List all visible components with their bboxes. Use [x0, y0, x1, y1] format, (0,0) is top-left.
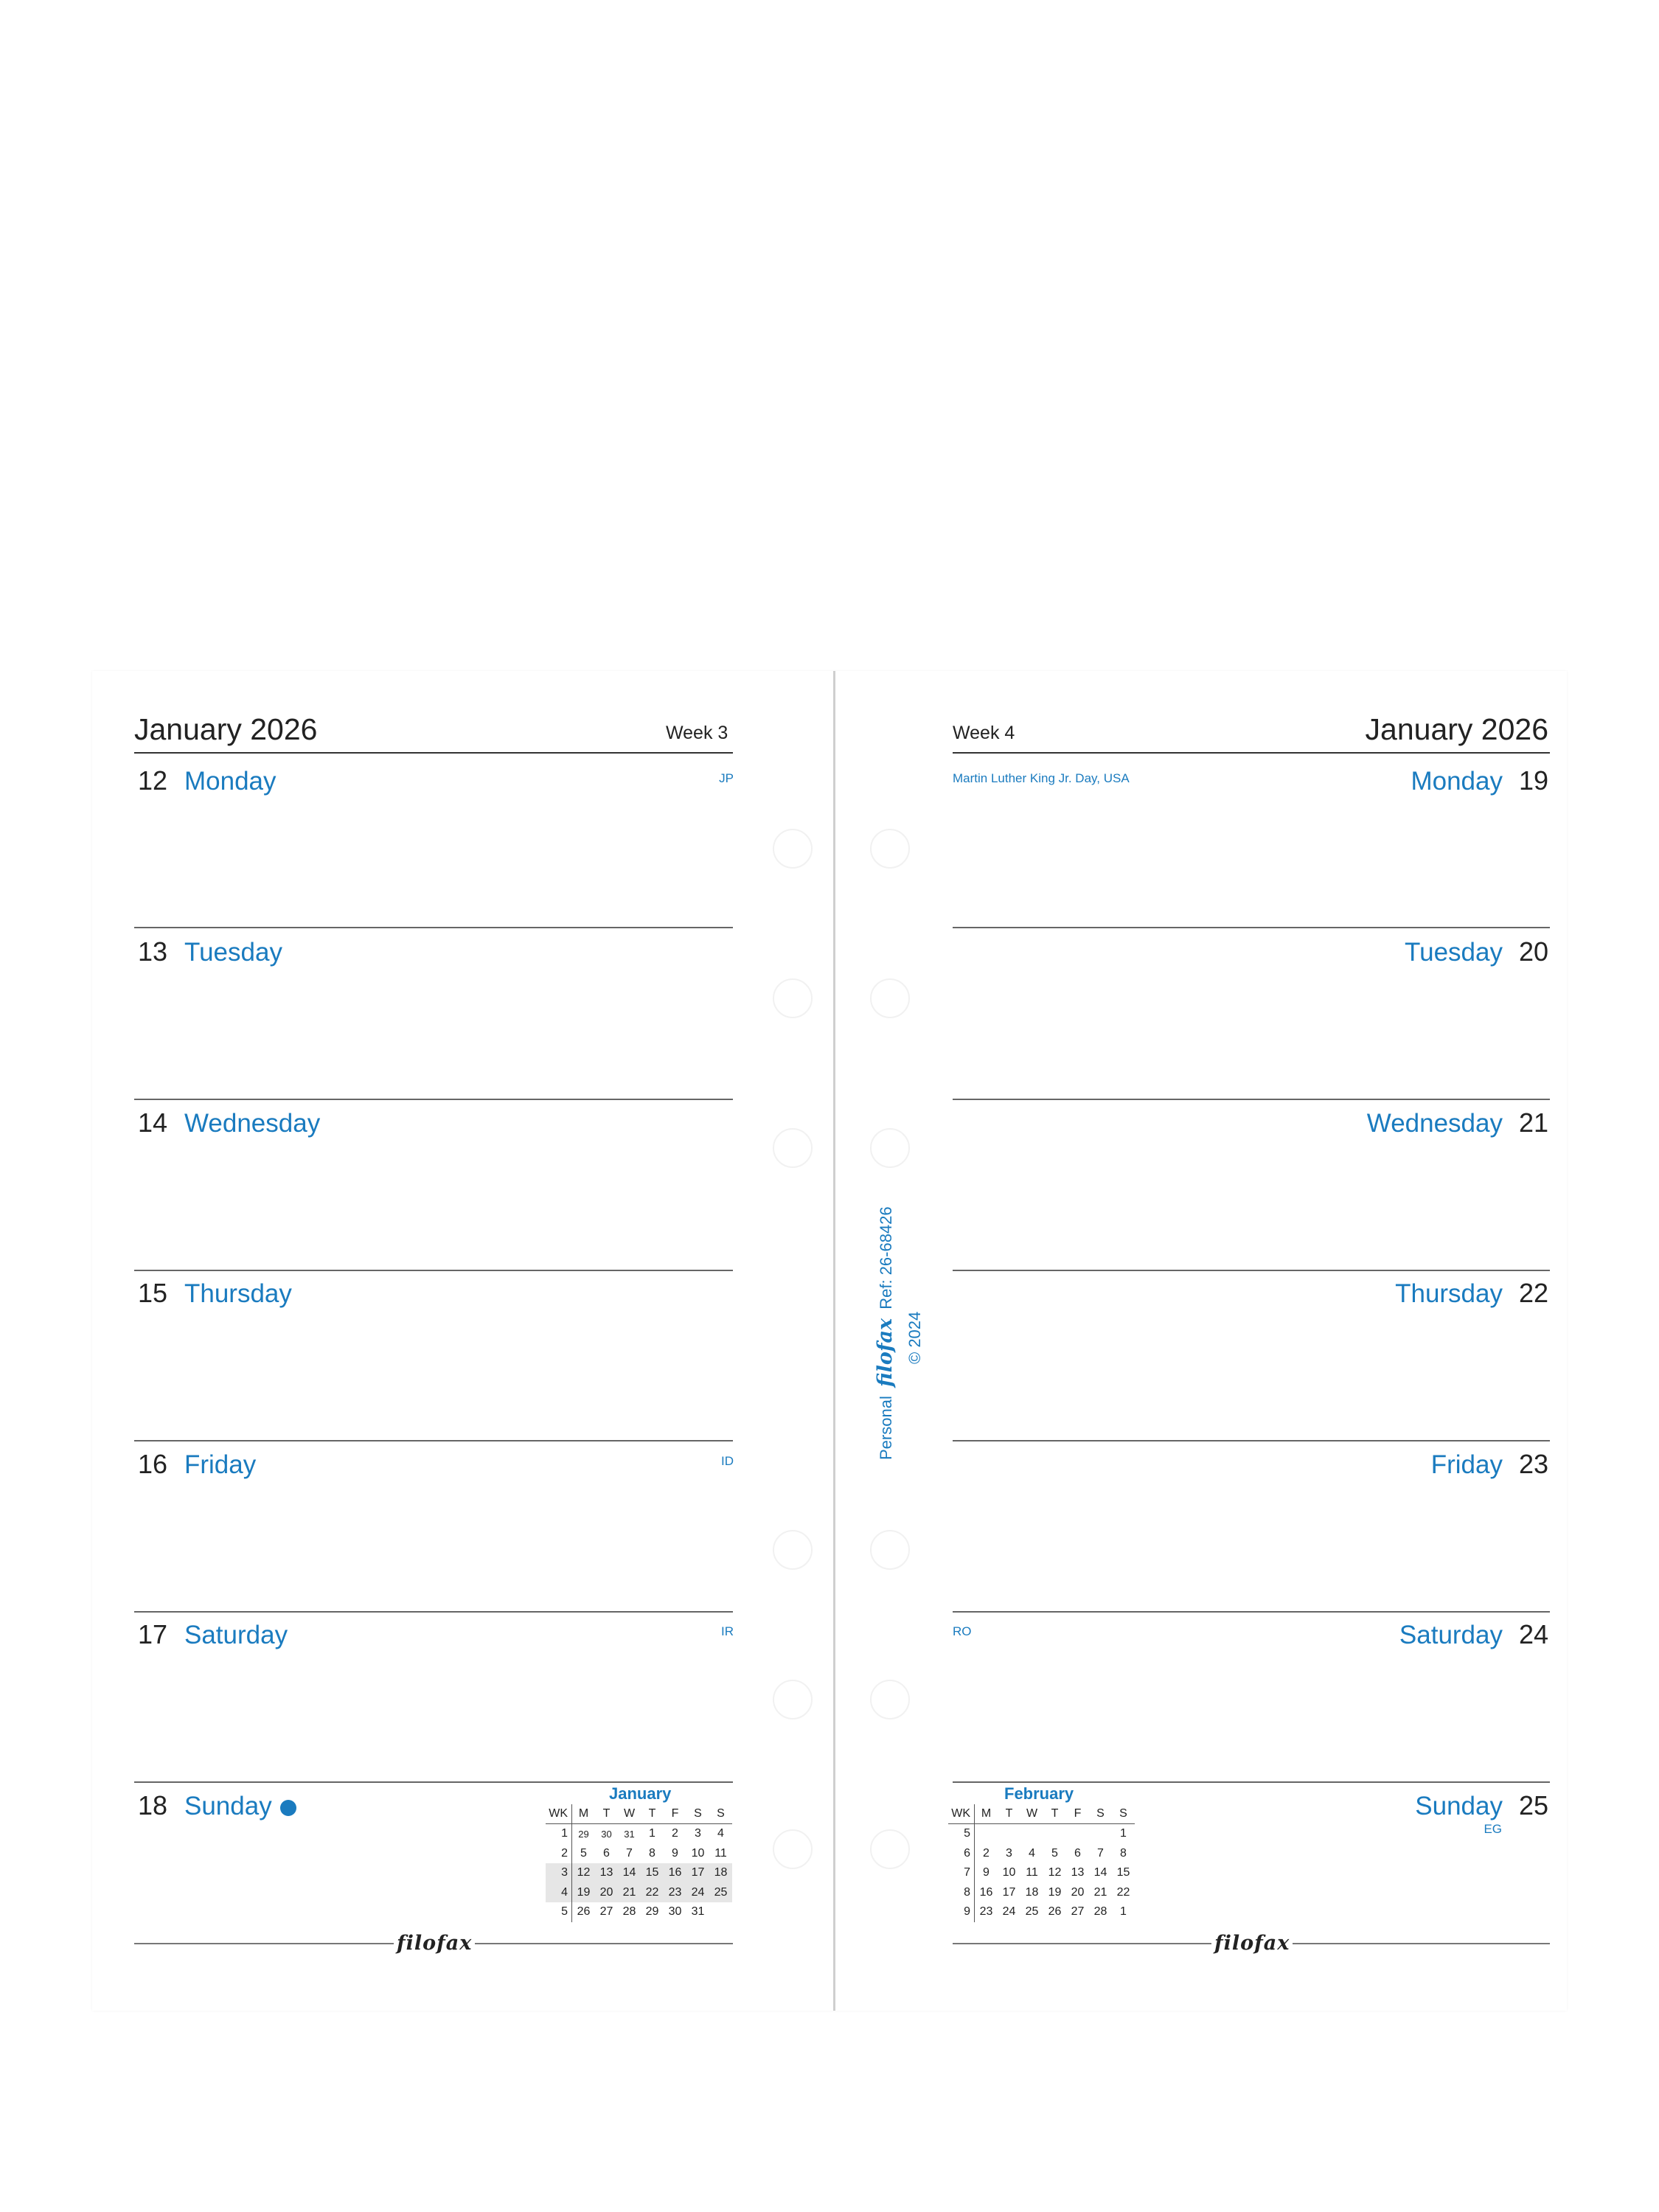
right-day-number: 20 — [1518, 936, 1548, 967]
cal-day-cell — [1066, 1824, 1089, 1844]
cal-week-cell: 2 — [546, 1844, 572, 1864]
cal-day-cell: 7 — [626, 1846, 633, 1860]
cal-day-cell — [1020, 1824, 1043, 1844]
cal-header-cell: WK — [546, 1804, 572, 1824]
right-day-name: Wednesday — [1366, 1109, 1503, 1138]
punch-hole — [870, 1680, 910, 1719]
right-day-note: EG — [1484, 1822, 1502, 1836]
left-day-name: Sunday — [184, 1792, 272, 1820]
cal-day-cell: 28 — [1093, 1905, 1107, 1919]
cal-day-cell: 10 — [691, 1846, 705, 1860]
cal-day-cell: 27 — [1071, 1905, 1085, 1919]
cal-day-cell: 8 — [1120, 1846, 1127, 1860]
day-separator — [134, 1099, 733, 1100]
spine-size: Personal — [877, 1396, 895, 1460]
cal-week-cell: 9 — [948, 1902, 975, 1922]
punch-hole — [773, 978, 813, 1018]
cal-day-cell: 1 — [1120, 1827, 1127, 1840]
cal-day-cell: 22 — [1116, 1885, 1130, 1899]
cal-day-cell: 9 — [983, 1866, 990, 1879]
cal-header-cell: M — [572, 1804, 596, 1824]
cal-day-cell: 10 — [1002, 1866, 1016, 1879]
cal-day-cell: 24 — [686, 1883, 709, 1903]
cal-day-cell: 15 — [1116, 1866, 1130, 1879]
cal-day-cell — [1089, 1824, 1112, 1844]
left-day-number: 13 — [138, 936, 168, 967]
cal-week-cell: 3 — [546, 1863, 572, 1883]
punch-hole — [773, 829, 813, 869]
cal-week-cell: 4 — [546, 1883, 572, 1903]
day-separator — [134, 1611, 733, 1613]
cal-day-cell: 31 — [691, 1905, 705, 1919]
cal-day-cell: 23 — [979, 1905, 993, 1919]
cal-day-cell: 11 — [714, 1846, 727, 1860]
cal-day-cell: 16 — [979, 1885, 993, 1899]
cal-day-cell — [709, 1902, 732, 1922]
cal-day-cell: 20 — [1071, 1885, 1085, 1899]
cal-day-cell: 11 — [1026, 1866, 1038, 1879]
spine-ref: Ref: 26-68426 — [877, 1206, 895, 1310]
day-separator — [134, 1781, 733, 1783]
cal-day-cell: 14 — [618, 1863, 641, 1883]
punch-hole — [773, 1128, 813, 1168]
today-dot-icon — [280, 1800, 296, 1816]
cal-day-cell: 6 — [1074, 1846, 1081, 1860]
cal-day-cell: 31 — [624, 1828, 635, 1840]
cal-day-cell: 21 — [1093, 1885, 1107, 1899]
day-separator — [953, 1099, 1550, 1100]
cal-day-cell: 2 — [983, 1846, 990, 1860]
cal-day-cell: 1 — [649, 1827, 655, 1840]
right-footer-brand-logo: filofax — [1211, 1932, 1293, 1955]
punch-hole — [773, 1829, 813, 1869]
right-header-rule — [953, 752, 1550, 754]
punch-hole — [773, 1530, 813, 1570]
cal-day-cell: 4 — [1029, 1846, 1035, 1860]
left-day-name: Monday — [184, 767, 276, 796]
cal-header-cell: T — [998, 1804, 1020, 1824]
cal-day-cell: 18 — [1025, 1885, 1039, 1899]
cal-day-cell: 20 — [595, 1883, 618, 1903]
left-month-title: January 2026 — [134, 712, 318, 746]
cal-header-cell: WK — [948, 1804, 975, 1824]
left-day-number: 18 — [138, 1790, 168, 1820]
right-day-name: Monday — [1411, 767, 1503, 796]
cal-header-cell: M — [975, 1804, 998, 1824]
day-separator — [134, 1270, 733, 1271]
cal-day-cell: 17 — [1002, 1885, 1016, 1899]
cal-week-cell: 1 — [546, 1824, 572, 1844]
left-day-number: 17 — [138, 1619, 168, 1649]
cal-day-cell: 17 — [686, 1863, 709, 1883]
right-day-number: 25 — [1518, 1790, 1548, 1820]
cal-day-cell — [998, 1824, 1020, 1844]
spine-copyright: © 2024 — [905, 1311, 924, 1364]
cal-day-cell: 9 — [672, 1846, 678, 1860]
cal-day-cell: 5 — [1051, 1846, 1058, 1860]
day-separator — [134, 927, 733, 928]
cal-header-cell: F — [1066, 1804, 1089, 1824]
right-day-number: 22 — [1518, 1278, 1548, 1308]
right-day-name: Saturday — [1399, 1621, 1503, 1649]
left-day-name: Wednesday — [184, 1109, 321, 1138]
punch-hole — [773, 1680, 813, 1719]
cal-day-cell: 3 — [1006, 1846, 1012, 1860]
cal-day-cell: 15 — [641, 1863, 664, 1883]
cal-header-cell: S — [686, 1804, 709, 1824]
right-mini-calendar — [948, 1804, 1135, 1922]
cal-header-cell: T — [595, 1804, 618, 1824]
left-day-note: JP — [719, 771, 734, 785]
spine-brand-logo: filofax — [874, 1318, 897, 1388]
cal-day-cell: 5 — [580, 1846, 587, 1860]
right-day-name: Thursday — [1395, 1279, 1503, 1308]
cal-week-cell: 8 — [948, 1883, 975, 1903]
punch-hole — [870, 829, 910, 869]
left-day-number: 15 — [138, 1278, 168, 1308]
cal-day-cell: 30 — [601, 1828, 612, 1840]
right-day-note: RO — [953, 1624, 972, 1638]
left-day-note: IR — [721, 1624, 734, 1638]
cal-week-cell: 7 — [948, 1863, 975, 1883]
cal-day-cell: 12 — [1048, 1866, 1062, 1879]
day-separator — [953, 927, 1550, 928]
left-week-label: Week 3 — [666, 723, 728, 743]
right-week-label: Week 4 — [953, 723, 1015, 743]
cal-day-cell: 23 — [664, 1883, 686, 1903]
cal-day-cell: 16 — [664, 1863, 686, 1883]
right-day-name: Tuesday — [1405, 938, 1503, 967]
cal-day-cell: 13 — [595, 1863, 618, 1883]
cal-day-cell: 26 — [577, 1905, 591, 1919]
planner-sheet — [92, 671, 1567, 2011]
right-day-note: Martin Luther King Jr. Day, USA — [953, 771, 1130, 785]
right-day-number: 19 — [1518, 765, 1548, 796]
punch-hole — [870, 1128, 910, 1168]
page-spine — [833, 671, 835, 2011]
day-separator — [953, 1270, 1550, 1271]
cal-day-cell: 19 — [1048, 1885, 1062, 1899]
day-separator — [953, 1611, 1550, 1613]
left-footer-brand-logo: filofax — [394, 1932, 475, 1955]
cal-header-cell: W — [1020, 1804, 1043, 1824]
cal-header-cell: T — [1043, 1804, 1066, 1824]
cal-header-cell: S — [709, 1804, 732, 1824]
cal-header-cell: T — [641, 1804, 664, 1824]
right-day-name: Friday — [1430, 1450, 1503, 1479]
right-day-name: Sunday — [1415, 1792, 1503, 1820]
left-day-name: Friday — [184, 1450, 257, 1479]
left-day-name: Tuesday — [184, 938, 282, 967]
cal-day-cell: 27 — [599, 1905, 613, 1919]
left-day-number: 16 — [138, 1449, 168, 1479]
cal-day-cell: 7 — [1097, 1846, 1104, 1860]
cal-day-cell: 22 — [641, 1883, 664, 1903]
right-day-number: 24 — [1518, 1619, 1548, 1649]
cal-day-cell: 6 — [603, 1846, 610, 1860]
cal-day-cell: 21 — [618, 1883, 641, 1903]
cal-day-cell: 14 — [1093, 1866, 1107, 1879]
cal-day-cell: 13 — [1071, 1866, 1085, 1879]
cal-day-cell: 26 — [1048, 1905, 1062, 1919]
cal-header-cell: W — [618, 1804, 641, 1824]
day-separator — [953, 1440, 1550, 1441]
cal-header-cell: F — [664, 1804, 686, 1824]
right-month-title: January 2026 — [1365, 712, 1548, 746]
cal-day-cell: 1 — [1120, 1905, 1127, 1919]
cal-day-cell: 29 — [578, 1828, 589, 1840]
cal-day-cell: 12 — [572, 1863, 596, 1883]
cal-day-cell: 3 — [695, 1827, 701, 1840]
cal-day-cell — [975, 1824, 998, 1844]
cal-week-cell: 6 — [948, 1844, 975, 1864]
cal-day-cell: 19 — [572, 1883, 596, 1903]
left-header-rule — [134, 752, 733, 754]
right-day-number: 21 — [1518, 1107, 1548, 1138]
cal-day-cell: 18 — [709, 1863, 732, 1883]
cal-day-cell: 28 — [622, 1905, 636, 1919]
left-day-number: 14 — [138, 1107, 168, 1138]
punch-hole — [870, 978, 910, 1018]
cal-day-cell: 4 — [717, 1827, 724, 1840]
cal-week-cell: 5 — [546, 1902, 572, 1922]
cal-day-cell: 29 — [645, 1905, 659, 1919]
cal-day-cell: 30 — [668, 1905, 682, 1919]
left-day-note: ID — [721, 1454, 734, 1468]
cal-header-cell: S — [1089, 1804, 1112, 1824]
right-day-number: 23 — [1518, 1449, 1548, 1479]
left-day-name: Saturday — [184, 1621, 288, 1649]
punch-hole — [870, 1530, 910, 1570]
left-mini-calendar — [546, 1804, 732, 1922]
day-separator — [953, 1781, 1550, 1783]
day-separator — [134, 1440, 733, 1441]
cal-day-cell: 25 — [709, 1883, 732, 1903]
cal-day-cell: 24 — [1002, 1905, 1016, 1919]
cal-day-cell: 25 — [1025, 1905, 1039, 1919]
right-mini-calendar-title: February — [1004, 1784, 1074, 1803]
spine-imprint — [874, 1206, 897, 1460]
cal-day-cell — [1043, 1824, 1066, 1844]
left-mini-calendar-title: January — [609, 1784, 672, 1803]
punch-hole — [870, 1829, 910, 1869]
cal-week-cell: 5 — [948, 1824, 975, 1844]
cal-day-cell: 2 — [672, 1827, 678, 1840]
left-day-name: Thursday — [184, 1279, 292, 1308]
cal-day-cell: 8 — [649, 1846, 655, 1860]
left-day-number: 12 — [138, 765, 168, 796]
cal-header-cell: S — [1112, 1804, 1135, 1824]
